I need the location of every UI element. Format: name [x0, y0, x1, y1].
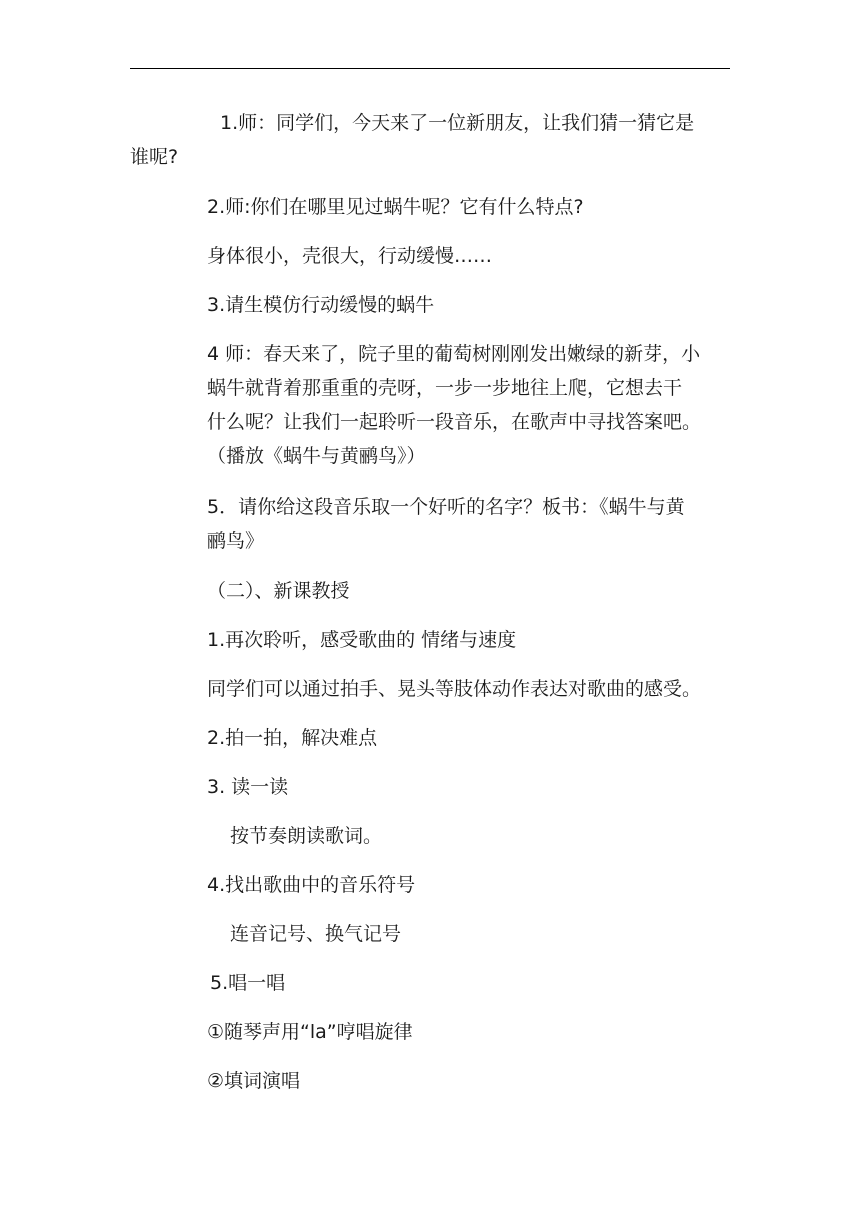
paragraph-listen-again: 1.再次聆听，感受歌曲的 情绪与速度 [207, 629, 517, 651]
text-line: 蜗牛就背着那重重的壳呀，一步一步地往上爬，它想去干 [207, 377, 683, 399]
paragraph-hum-melody: ①随琴声用“la”哼唱旋律 [207, 1021, 413, 1043]
text-line: 1.师：同学们，今天来了一位新朋友，让我们猜一猜它是 [220, 112, 695, 134]
paragraph-body-movement: 同学们可以通过拍手、晃头等肢体动作表达对歌曲的感受。 [207, 678, 702, 700]
paragraph-snail-traits: 身体很小，壳很大，行动缓慢…… [207, 245, 493, 267]
paragraph-sing-with-lyrics: ②填词演唱 [207, 1070, 301, 1092]
text-line: 5．请你给这段音乐取一个好听的名字？板书：《蜗牛与黄 [207, 496, 685, 518]
paragraph-clap: 2.拍一拍，解决难点 [207, 727, 378, 749]
paragraph-find-symbols: 4.找出歌曲中的音乐符号 [207, 874, 416, 896]
paragraph-intro-question [130, 106, 730, 174]
paragraph-symbol-list: 连音记号、换气记号 [230, 923, 402, 945]
text-line: 谁呢? [130, 146, 179, 168]
paragraph-where-seen-snail: 2.师:你们在哪里见过蜗牛呢？它有什么特点? [207, 196, 584, 218]
text-line: （播放《蜗牛与黄鹂鸟》） [207, 445, 426, 467]
section-heading-new-lesson: （二）、新课教授 [207, 580, 350, 602]
paragraph-sing: 5.唱一唱 [210, 972, 286, 994]
header-rule [130, 68, 730, 69]
paragraph-read-lyrics: 按节奏朗读歌词。 [230, 825, 383, 847]
paragraph-name-the-music [207, 490, 732, 558]
paragraph-imitate-snail: 3.请生模仿行动缓慢的蜗牛 [207, 294, 435, 316]
paragraph-spring-story [207, 337, 732, 473]
text-line: 鹂鸟》 [207, 530, 265, 552]
paragraph-read: 3. 读一读 [207, 776, 289, 798]
text-line: 什么呢？让我们一起聆听一段音乐，在歌声中寻找答案吧。 [207, 411, 702, 433]
text-line: 4 师：春天来了，院子里的葡萄树刚刚发出嫩绿的新芽，小 [207, 343, 701, 365]
